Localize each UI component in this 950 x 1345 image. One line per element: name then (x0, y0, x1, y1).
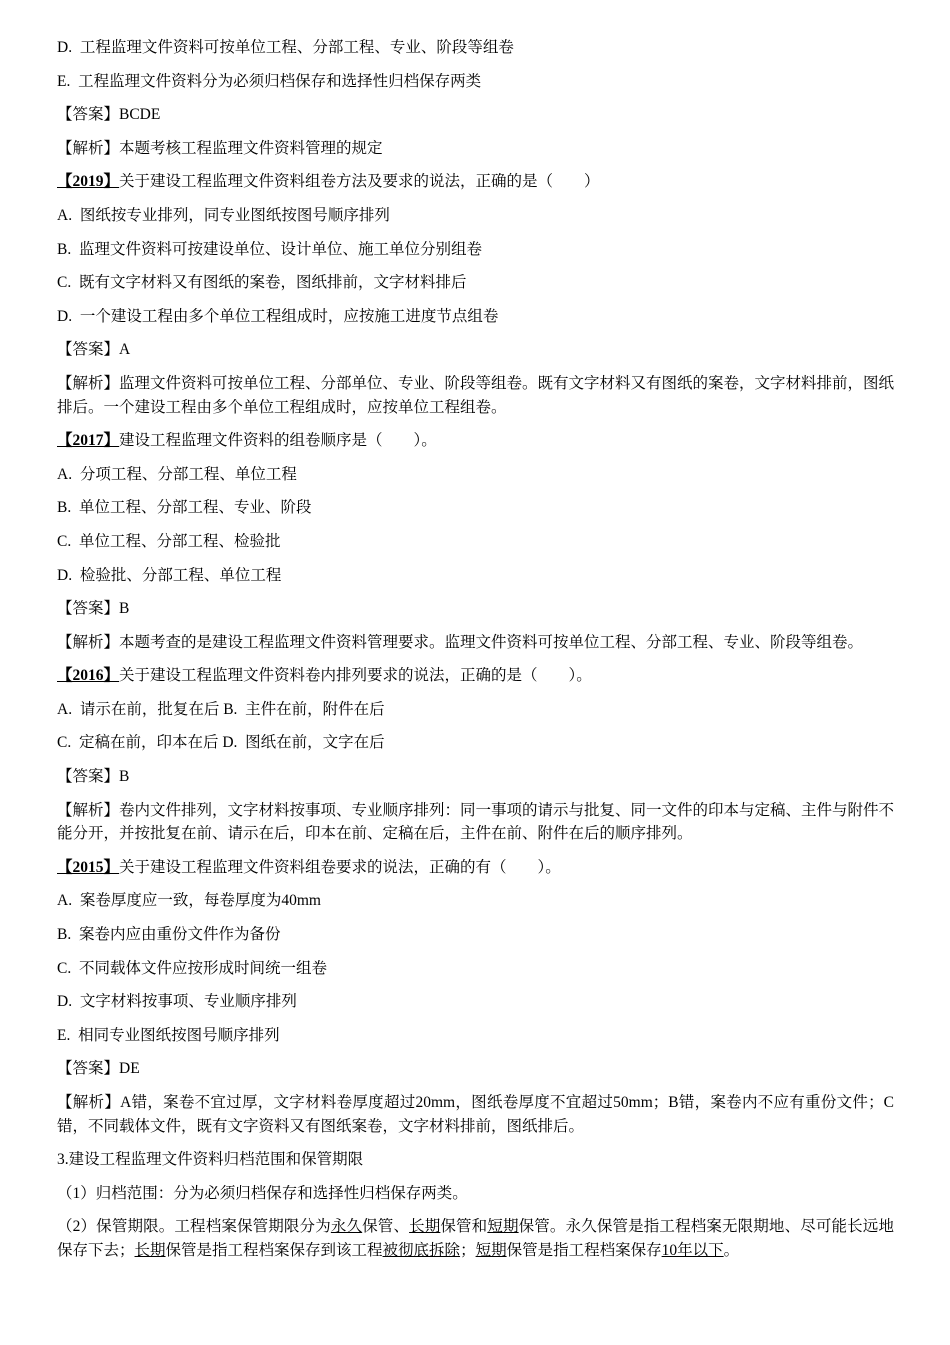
text-run: （1）归档范围：分为必须归档保存和选择性归档保存两类。 (57, 1184, 468, 1202)
text-run: 【答案】BCDE (57, 106, 161, 124)
emphasized-text: 永久 (330, 1218, 363, 1236)
text-run: 关于建设工程监理文件资料卷内排列要求的说法，正确的是（ ）。 (119, 667, 592, 685)
section-3-heading (57, 1148, 894, 1172)
text-run: 【答案】B (57, 768, 130, 786)
text-run: 【答案】DE (57, 1060, 140, 1078)
text-run: 【解析】本题考查的是建设工程监理文件资料管理要求。监理文件资料可按单位工程、分部工程、专业、阶段等组卷。 (57, 633, 864, 651)
q2015-answer (57, 1057, 894, 1081)
q2017-option-b (57, 496, 894, 520)
q2016-stem (57, 664, 894, 688)
emphasized-text: 短期 (475, 1241, 507, 1259)
text-run: 【解析】本题考核工程监理文件资料管理的规定 (57, 139, 383, 157)
text-run: B. 监理文件资料可按建设单位、设计单位、施工单位分别组卷 (57, 240, 482, 258)
q2015-option-c (57, 957, 894, 981)
q2015-option-a (57, 889, 894, 913)
q2019-option-d (57, 305, 894, 329)
text-run: E. 工程监理文件资料分为必须归档保存和选择性归档保存两类 (57, 72, 482, 90)
text-run: C. 定稿在前，印本在后 D. 图纸在前，文字在后 (57, 734, 385, 752)
text-run: D. 一个建设工程由多个单位工程组成时，应按施工进度节点组卷 (57, 307, 499, 325)
q2016-analysis (57, 799, 894, 846)
text-run: D. 文字材料按事项、专业顺序排列 (57, 993, 297, 1011)
text-run: A. 分项工程、分部工程、单位工程 (57, 465, 297, 483)
text-run: ； (460, 1241, 476, 1259)
text-run: 【解析】监理文件资料可按单位工程、分部单位、专业、阶段等组卷。既有文字材料又有图纸的案卷，文字材料排前，图纸排后。一个建设工程由多个单位工程组成时，应按单位工程组卷。 (57, 374, 895, 416)
text-run: A. 图纸按专业排列，同专业图纸按图号顺序排列 (57, 206, 390, 224)
q2019-option-b (57, 238, 894, 262)
emphasized-text: 10年以下 (661, 1241, 724, 1259)
text-run: 【解析】卷内文件排列，文字材料按事项、专业顺序排列：同一事项的请示与批复、同一文件的印本与定稿、主件与附件不能分开，并按批复在前、请示在后，印本在前、定稿在后，主件在前、附件在后的顺序排列。 (57, 801, 895, 843)
q2019-analysis (57, 372, 894, 419)
q2016-answer (57, 765, 894, 789)
q2015-stem (57, 856, 894, 880)
text-run: 保管、 (362, 1218, 410, 1236)
emphasized-text: 【2016】 (57, 667, 120, 685)
text-run: 保管是指工程档案保存 (506, 1241, 662, 1259)
q2019-answer (57, 338, 894, 362)
prev-question-analysis (57, 137, 894, 161)
emphasized-text: 长期 (409, 1218, 441, 1236)
q2017-analysis (57, 631, 894, 655)
text-run: A. 案卷厚度应一致，每卷厚度为40mm (57, 892, 321, 910)
q2017-answer (57, 597, 894, 621)
text-run: C. 不同载体文件应按形成时间统一组卷 (57, 959, 327, 977)
q2017-stem (57, 429, 894, 453)
retention-period (57, 1215, 894, 1262)
text-run: 3.建设工程监理文件资料归档范围和保管期限 (57, 1151, 364, 1169)
text-run: 【答案】B (57, 600, 130, 618)
q2015-option-b (57, 923, 894, 947)
q2015-analysis (57, 1091, 894, 1138)
text-run: 【解析】A错，案卷不宜过厚，文字材料卷厚度超过20mm，图纸卷厚度不宜超过50mm；B错，案卷内不应有重份文件；C错，不同载体文件，既有文字资料又有图纸案卷，文字材料排前，图纸排后。 (57, 1094, 894, 1135)
q2017-option-d (57, 564, 894, 588)
emphasized-text: 【2017】 (57, 432, 120, 450)
q2019-option-c (57, 271, 894, 295)
text-run: D. 工程监理文件资料可按单位工程、分部工程、专业、阶段等组卷 (57, 39, 514, 56)
emphasized-text: 【2019】 (57, 173, 120, 191)
text-run: C. 单位工程、分部工程、检验批 (57, 532, 281, 550)
text-run: 建设工程监理文件资料的组卷顺序是（ ）。 (119, 432, 437, 450)
text-run: E. 相同专业图纸按图号顺序排列 (57, 1026, 280, 1044)
text-run: 关于建设工程监理文件资料组卷方法及要求的说法，正确的是（ ） (119, 173, 600, 191)
text-run: 【答案】A (57, 341, 131, 359)
text-run: 。 (723, 1241, 740, 1259)
text-run: B. 案卷内应由重份文件作为备份 (57, 926, 281, 944)
document-body (57, 36, 894, 1263)
text-run: 保管是指工程档案保存到该工程 (165, 1241, 383, 1259)
text-run: 保管和 (440, 1218, 488, 1236)
text-run: 关于建设工程监理文件资料组卷要求的说法，正确的有（ ）。 (119, 858, 561, 876)
text-run: （2）保管期限。工程档案保管期限分为 (57, 1218, 331, 1236)
q2019-option-a (57, 204, 894, 228)
q2015-option-e (57, 1024, 894, 1048)
prev-question-option-d (57, 36, 894, 60)
archive-scope (57, 1182, 894, 1206)
text-run: D. 检验批、分部工程、单位工程 (57, 566, 282, 584)
q2019-stem (57, 170, 894, 194)
emphasized-text: 短期 (487, 1218, 519, 1236)
q2017-option-c (57, 530, 894, 554)
q2015-option-d (57, 990, 894, 1014)
text-run: B. 单位工程、分部工程、专业、阶段 (57, 499, 312, 517)
emphasized-text: 被彻底拆除 (382, 1241, 461, 1259)
emphasized-text: 【2015】 (57, 858, 120, 876)
prev-question-answer (57, 103, 894, 127)
text-run: 保管。永久保管是指工程档案无限期地、尽可能长远地保存下去； (57, 1218, 894, 1259)
text-run: A. 请示在前，批复在后 B. 主件在前，附件在后 (57, 700, 385, 718)
q2016-options-cd (57, 731, 894, 755)
text-run: C. 既有文字材料又有图纸的案卷，图纸排前，文字材料排后 (57, 274, 467, 292)
q2016-options-ab (57, 698, 894, 722)
q2017-option-a (57, 463, 894, 487)
prev-question-option-e (57, 70, 894, 94)
emphasized-text: 长期 (134, 1241, 166, 1259)
